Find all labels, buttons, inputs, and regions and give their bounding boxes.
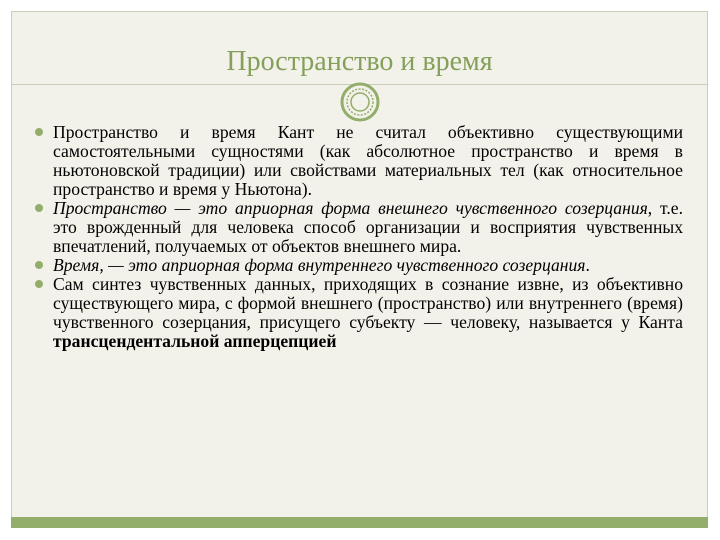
- bullet-text: , т.е. это врожденный для человека способ организации и восприятия чувственных впечатлений, получаемых от объектов внешнего мира.: [53, 198, 683, 256]
- bullet-item-4: [33, 275, 683, 351]
- bullet-text: Пространство и время Кант не считал объективно существующими самостоятельными сущностями (как абсолютное пространство и время в ньютоновской традиции) или свойствами материальных тел (как относительное пространство и время у Ньютона).: [53, 122, 683, 199]
- circle-ornament-icon: [338, 80, 382, 124]
- bullet-text: .: [585, 255, 590, 275]
- bullet-dot-icon: [35, 261, 43, 269]
- bullet-dot-icon: [35, 204, 43, 212]
- bullet-text: Сам синтез чувственных данных, приходящих в сознание извне, из объективно существующего мира, с формой внешнего (пространство) или внутреннего (время) чувственного созерцания, присущего субъекту — человеку, называется у Канта: [53, 274, 683, 332]
- slide-title: Пространство и время: [226, 46, 493, 77]
- bullet-bold-term: трансцендентальной апперцепцией: [53, 331, 337, 351]
- bullet-italic-definition: Пространство — это априорная форма внешнего чувственного созерцания: [53, 198, 648, 218]
- bullet-list: [33, 123, 683, 351]
- bottom-accent-bar: [11, 517, 708, 528]
- bullet-dot-icon: [35, 128, 43, 136]
- bullet-item-2: [33, 199, 683, 256]
- bullet-item-1: [33, 123, 683, 199]
- title-panel: [11, 11, 708, 85]
- bullet-item-3: [33, 256, 683, 275]
- bullet-dot-icon: [35, 280, 43, 288]
- bullet-italic-definition: Время, — это априорная форма внутреннего чувственного созерцания: [53, 255, 586, 275]
